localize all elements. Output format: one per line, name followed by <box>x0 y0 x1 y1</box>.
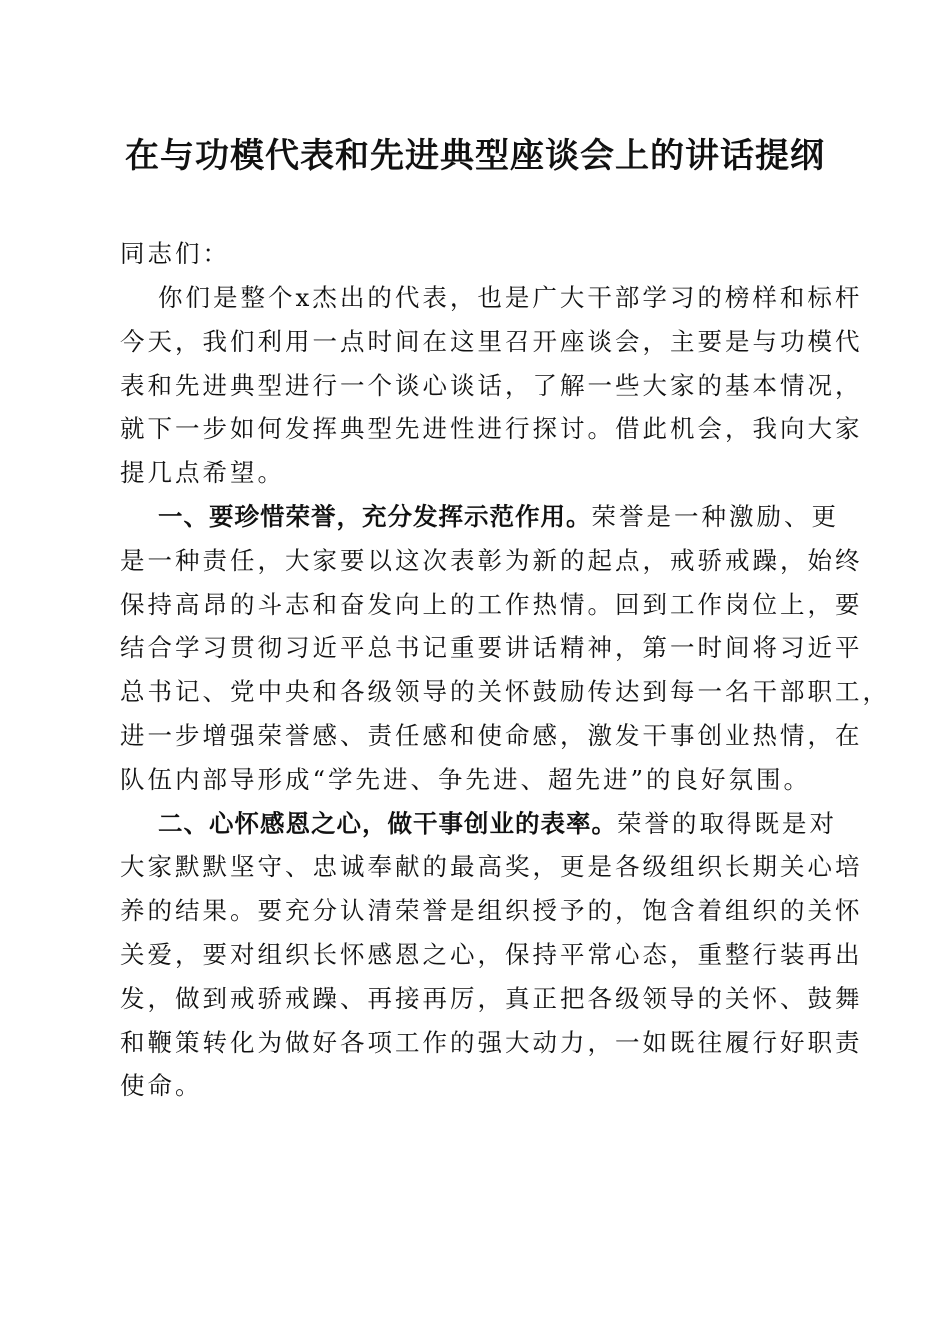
section-2-line: 养的结果。要充分认清荣誉是组织授予的，饱含着组织的关怀 <box>120 896 863 926</box>
document-title: 在与功模代表和先进典型座谈会上的讲话提纲 <box>125 136 825 176</box>
section-1-line: 进一步增强荣誉感、责任感和使命感，激发干事创业热情，在 <box>120 720 863 750</box>
section-2-line: 使命。 <box>120 1071 203 1101</box>
section-1-line: 总书记、党中央和各级领导的关怀鼓励传达到每一名干部职工， <box>120 677 890 707</box>
intro-line: 就下一步如何发挥典型先进性进行探讨。借此机会，我向大家 <box>120 414 863 444</box>
section-1-text: 荣誉是一种激励、更 <box>591 501 839 531</box>
intro-line: 表和先进典型进行一个谈心谈话，了解一些大家的基本情况， <box>120 370 863 400</box>
section-1-line: 是一种责任，大家要以这次表彰为新的起点，戒骄戒躁，始终 <box>120 545 863 575</box>
section-1-first-line <box>120 495 839 539</box>
section-2-text: 荣誉的取得既是对 <box>617 808 837 838</box>
intro-line: 你们是整个x杰出的代表，也是广大干部学习的榜样和标杆 <box>158 283 863 312</box>
section-2-first-line <box>120 802 837 846</box>
section-2-line: 关爱，要对组织长怀感恩之心，保持平常心态，重整行装再出 <box>120 939 863 969</box>
section-2-line: 和鞭策转化为做好各项工作的强大动力，一如既往履行好职责 <box>120 1027 863 1057</box>
intro-line: 今天，我们利用一点时间在这里召开座谈会，主要是与功模代 <box>120 326 863 356</box>
salutation: 同志们： <box>120 239 230 268</box>
section-1-line: 队伍内部导形成“学先进、争先进、超先进”的良好氛围。 <box>120 764 812 794</box>
section-2-line: 大家默默坚守、忠诚奉献的最高奖，更是各级组织长期关心培 <box>120 852 863 882</box>
document-body <box>120 276 890 1108</box>
section-2-heading: 二、心怀感恩之心，做干事创业的表率。 <box>158 808 617 838</box>
section-2-line: 发，做到戒骄戒躁、再接再厉，真正把各级领导的关怀、鼓舞 <box>120 983 863 1013</box>
section-1-line: 结合学习贯彻习近平总书记重要讲话精神，第一时间将习近平 <box>120 633 863 663</box>
intro-line: 提几点希望。 <box>120 458 285 488</box>
section-1-heading: 一、要珍惜荣誉，充分发挥示范作用。 <box>158 501 592 531</box>
section-1-line: 保持高昂的斗志和奋发向上的工作热情。回到工作岗位上，要 <box>120 589 863 619</box>
